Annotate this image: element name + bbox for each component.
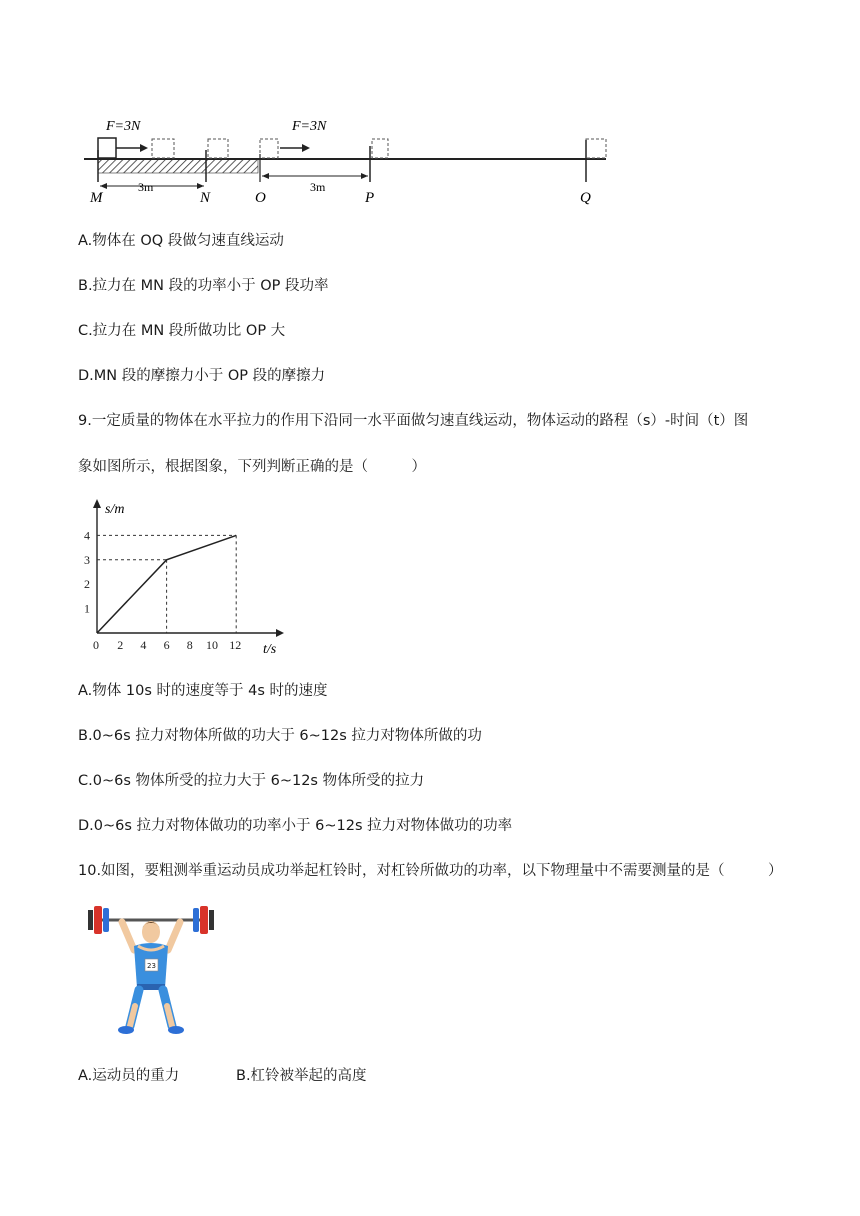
- x-axis-arrow: [276, 629, 284, 637]
- point-p-label: P: [365, 190, 375, 206]
- point-o-label: O: [255, 190, 266, 206]
- block-o: [260, 139, 278, 158]
- q10-option-a: A.运动员的重力: [78, 1068, 180, 1084]
- q8-option-a: A.物体在 OQ 段做匀速直线运动: [78, 233, 284, 249]
- point-m-label: M: [90, 190, 103, 206]
- x-tick-label: 0: [93, 638, 99, 652]
- q8-option-d: D.MN 段的摩擦力小于 OP 段的摩擦力: [78, 368, 326, 384]
- x-tick-label: 2: [117, 638, 124, 652]
- x-tick-label: 8: [186, 638, 193, 652]
- q9-option-a: A.物体 10s 时的速度等于 4s 时的速度: [78, 683, 328, 699]
- x-tick-label: 12: [229, 638, 242, 652]
- distance-mn-label: 3m: [138, 180, 154, 194]
- y-axis-arrow: [93, 499, 101, 508]
- q8-option-c: C.拉力在 MN 段所做功比 OP 大: [78, 323, 286, 339]
- y-tick-label: 4: [84, 528, 90, 543]
- q9-option-c: C.0~6s 物体所受的拉力大于 6~12s 物体所受的拉力: [78, 773, 425, 789]
- q10-stem: 10.如图，要粗测举重运动员成功举起杠铃时，对杠铃所做功的功率，以下物理量中不需要测量的是（ ）: [78, 863, 783, 879]
- q8-figure: [80, 110, 620, 210]
- q8-option-b: B.拉力在 MN 段的功率小于 OP 段功率: [78, 278, 329, 294]
- y-tick-label: 1: [84, 601, 90, 616]
- x-tick-label: 6: [163, 638, 170, 652]
- x-tick-label: 10: [206, 638, 218, 652]
- distance-op-label: 3m: [310, 180, 326, 194]
- point-q-label: Q: [580, 190, 591, 206]
- block-m: [98, 138, 116, 158]
- force-label-1: F=3N: [106, 119, 141, 134]
- q10-option-b: B.杠铃被举起的高度: [236, 1068, 367, 1084]
- q9-option-d: D.0~6s 拉力对物体做功的功率小于 6~12s 拉力对物体做功的功率: [78, 818, 513, 834]
- y-tick-label: 2: [84, 577, 90, 592]
- rough-surface: [98, 159, 258, 173]
- q9-option-b: B.0~6s 拉力对物体所做的功大于 6~12s 拉力对物体所做的功: [78, 728, 482, 744]
- y-tick-label: 3: [84, 552, 90, 567]
- q9-stem-line1: 9.一定质量的物体在水平拉力的作用下沿同一水平面做匀速直线运动，物体运动的路程（s）-时间（t）图: [78, 413, 749, 429]
- weightlifter-illustration: [86, 902, 216, 1038]
- bib-number: 23: [147, 962, 156, 970]
- force-label-2: F=3N: [292, 119, 327, 134]
- x-axis-label: t/s: [263, 642, 277, 657]
- y-axis-label: s/m: [105, 502, 125, 517]
- x-tick-label: 4: [140, 638, 147, 652]
- st-graph: [80, 496, 290, 661]
- q9-stem-line2: 象如图所示，根据图象，下列判断正确的是（ ）: [78, 459, 426, 475]
- point-n-label: N: [200, 190, 211, 206]
